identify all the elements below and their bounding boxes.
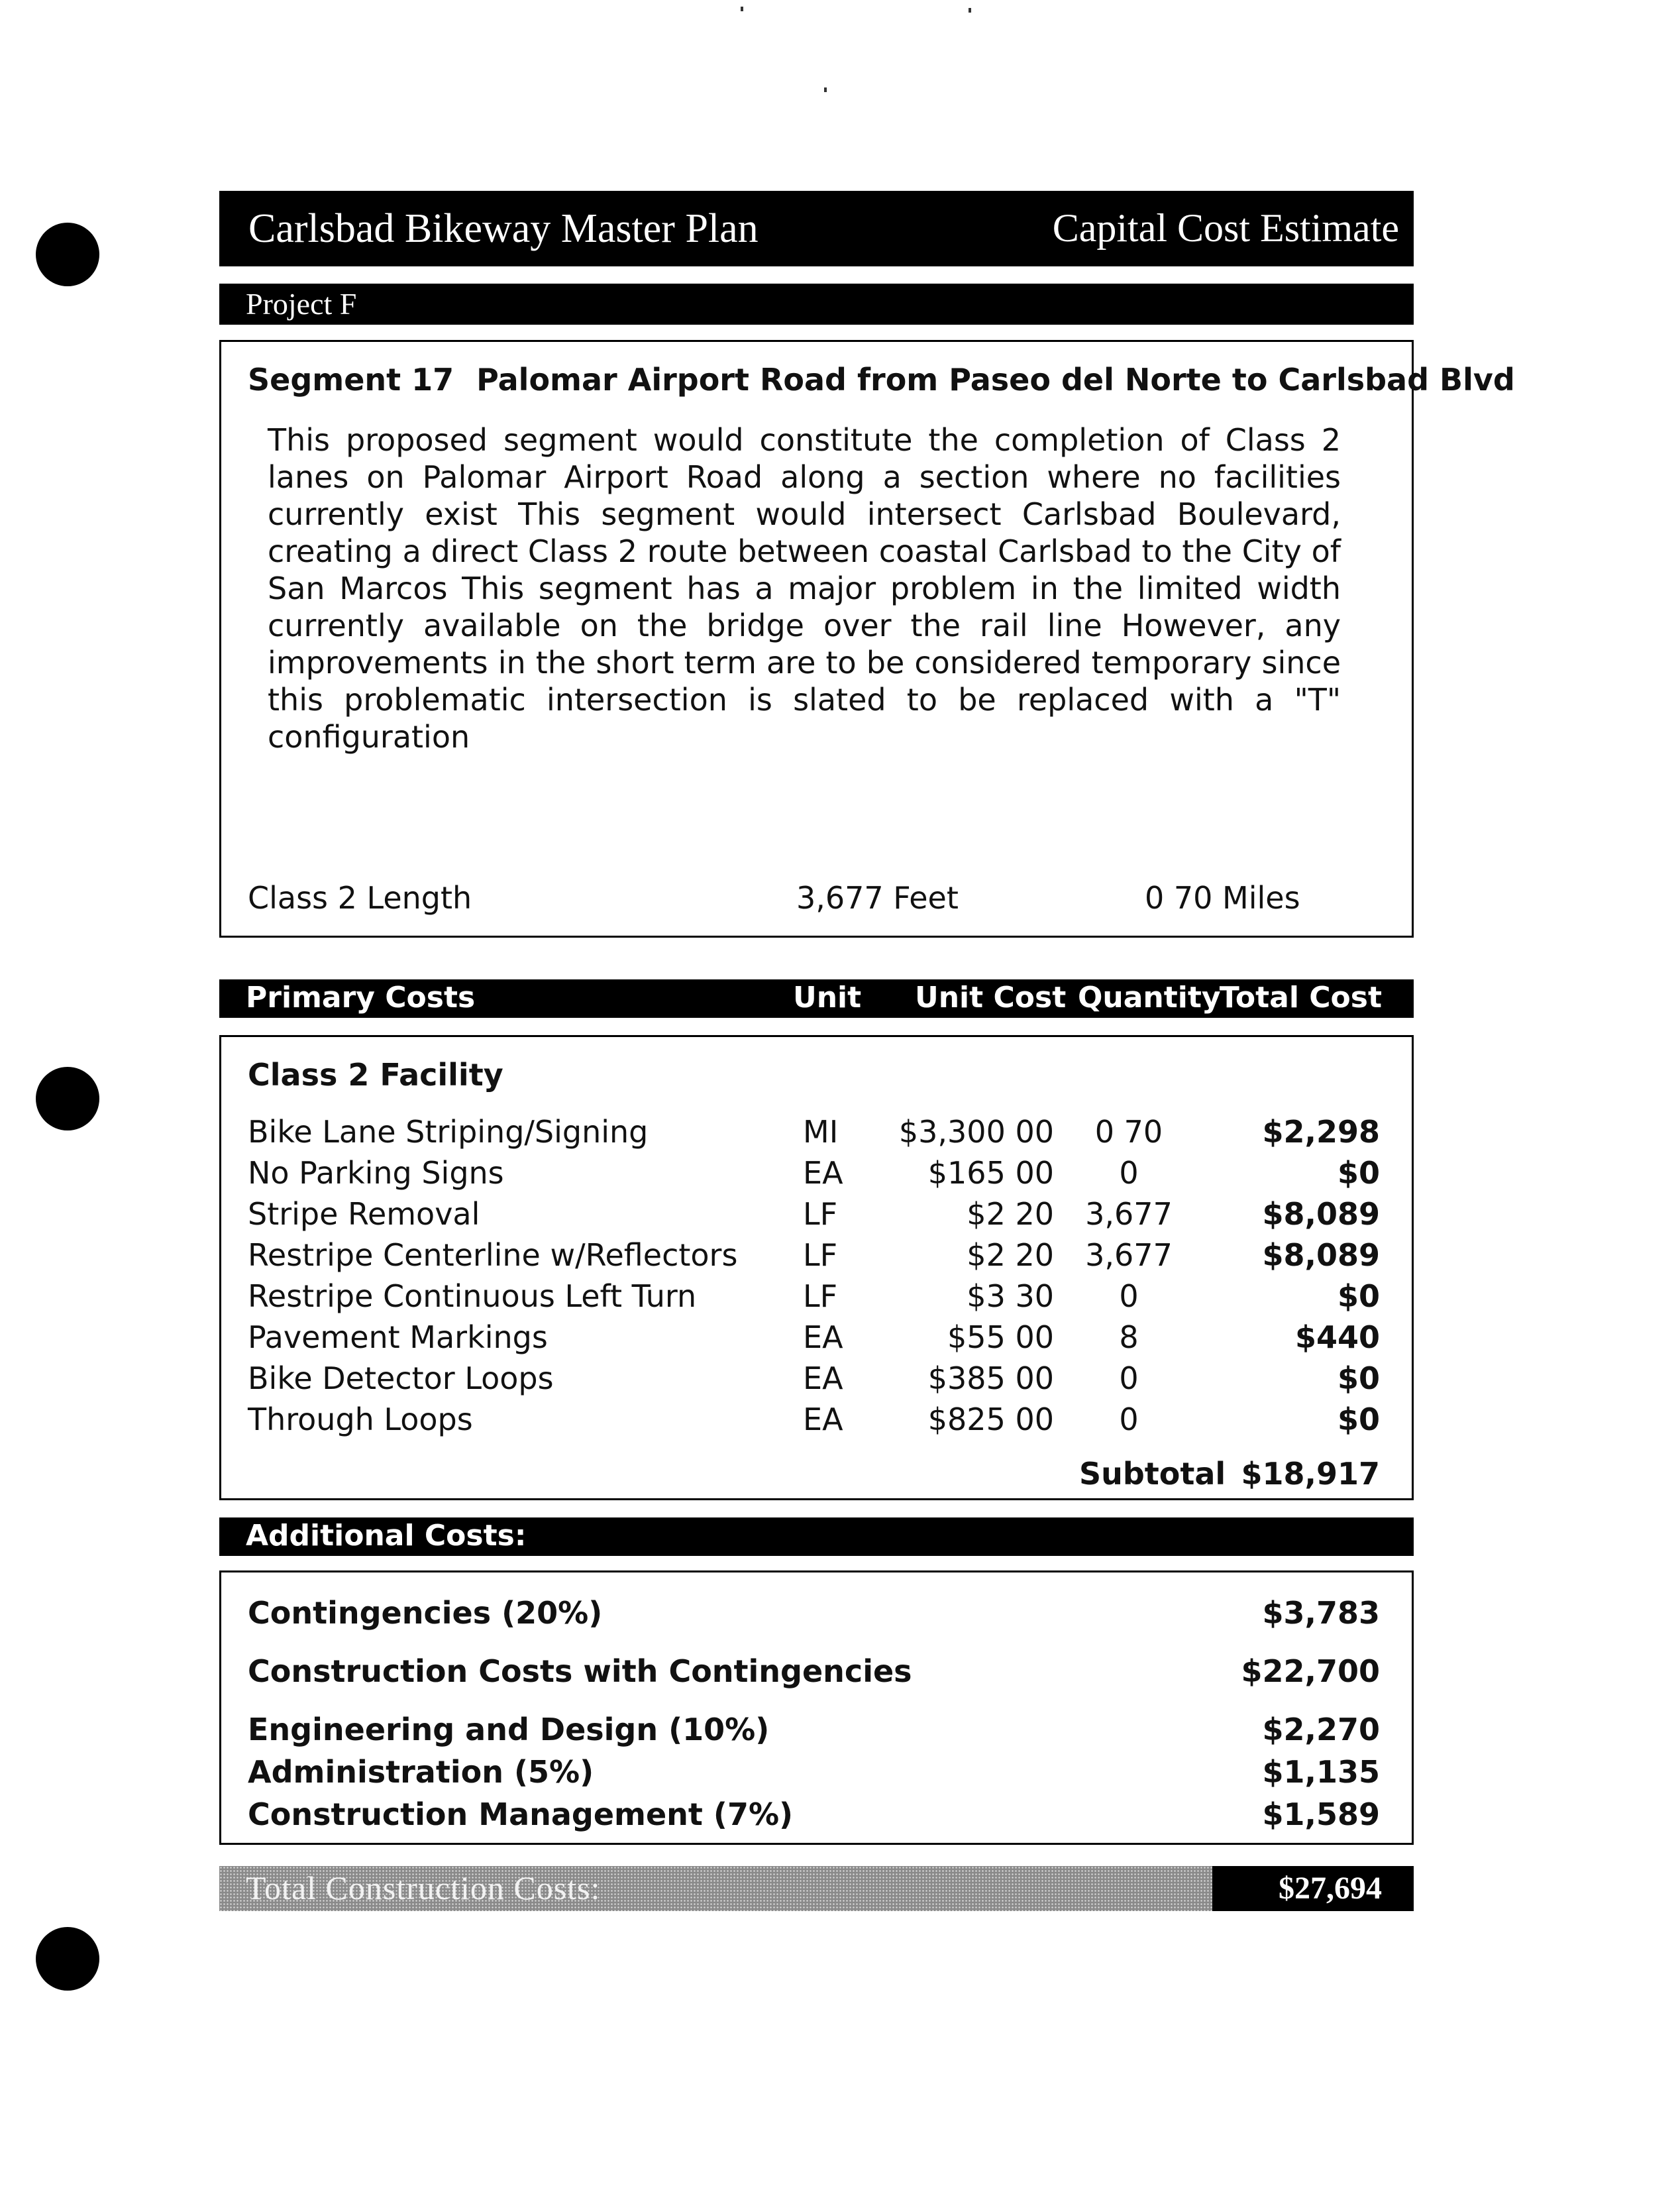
header-quantity: Quantity	[1078, 981, 1221, 1015]
item-name: No Parking Signs	[248, 1155, 504, 1191]
additional-label: Engineering and Design (10%)	[248, 1712, 770, 1747]
document-type: Capital Cost Estimate	[1052, 206, 1399, 250]
subtotal-label: Subtotal	[1079, 1456, 1226, 1492]
item-name: Bike Detector Loops	[248, 1360, 554, 1396]
item-quantity: 8	[1119, 1319, 1139, 1355]
segment-description: This proposed segment would constitute the completion of Class 2 lanes on Palomar Airport Road along a section where no facilities currently exist This segment would intersect Carlsbad Boulevard, creating a direct Class 2 route between coastal Carlsbad to the City of San Marcos This segment has a major problem in the limited width currently available on the bridge over the rail line However, any improvements in the short term are to be considered temporary since this problematic intersection is slated to be replaced with a "T" configuration	[268, 422, 1341, 755]
item-total: $2,298	[1262, 1114, 1380, 1150]
table-row	[221, 1360, 1412, 1402]
item-unit: MI	[803, 1114, 839, 1150]
item-total: $0	[1337, 1278, 1380, 1314]
additional-costs-box	[219, 1570, 1414, 1845]
item-name: Through Loops	[248, 1402, 473, 1437]
item-name: Restripe Continuous Left Turn	[248, 1278, 697, 1314]
item-total: $0	[1337, 1360, 1380, 1396]
segment-number: Segment 17	[248, 362, 454, 398]
length-feet: 3,677 Feet	[796, 880, 959, 916]
additional-costs-title: Additional Costs:	[246, 1519, 527, 1553]
additional-value: $3,783	[1262, 1595, 1380, 1631]
item-unit-cost: $3,300 00	[898, 1114, 1054, 1150]
item-unit: EA	[803, 1402, 843, 1437]
additional-label: Contingencies (20%)	[248, 1595, 603, 1631]
segment-box	[219, 340, 1515, 938]
additional-label: Administration (5%)	[248, 1754, 594, 1790]
item-quantity: 0 70	[1094, 1114, 1163, 1150]
table-row	[221, 1155, 1412, 1196]
length-miles: 0 70 Miles	[1145, 880, 1300, 916]
item-name: Stripe Removal	[248, 1196, 480, 1232]
punch-hole	[36, 223, 99, 286]
additional-label: Construction Management (7%)	[248, 1796, 794, 1832]
item-name: Restripe Centerline w/Reflectors	[248, 1237, 738, 1273]
item-unit: LF	[803, 1237, 838, 1273]
total-construction-costs-bar	[219, 1866, 1414, 1911]
item-quantity: 3,677	[1085, 1196, 1173, 1232]
item-quantity: 0	[1119, 1278, 1139, 1314]
item-unit-cost: $2 20	[967, 1237, 1054, 1273]
item-unit: EA	[803, 1155, 843, 1191]
table-row	[221, 1402, 1412, 1443]
length-label: Class 2 Length	[248, 880, 472, 916]
primary-costs-box	[219, 1035, 1414, 1500]
table-row	[221, 1196, 1412, 1237]
additional-value: $1,135	[1262, 1754, 1380, 1790]
primary-costs-header	[219, 979, 1414, 1018]
item-quantity: 3,677	[1085, 1237, 1173, 1273]
total-value: $27,694	[1279, 1871, 1382, 1906]
scan-speck	[969, 8, 971, 13]
header-primary-costs: Primary Costs	[246, 981, 476, 1015]
segment-name: Palomar Airport Road from Paseo del Norte to Carlsbad Blvd	[476, 362, 1515, 398]
item-total: $440	[1294, 1319, 1380, 1355]
item-unit: EA	[803, 1319, 843, 1355]
punch-hole	[36, 1927, 99, 1991]
table-row	[221, 1319, 1412, 1360]
additional-label: Construction Costs with Contingencies	[248, 1653, 912, 1689]
item-name: Bike Lane Striping/Signing	[248, 1114, 649, 1150]
item-unit: LF	[803, 1278, 838, 1314]
table-row	[221, 1237, 1412, 1278]
document-title: Carlsbad Bikeway Master Plan	[248, 206, 759, 251]
punch-hole	[36, 1067, 99, 1130]
table-row	[221, 1278, 1412, 1319]
subtotal-value: $18,917	[1241, 1456, 1380, 1492]
scan-speck	[824, 87, 827, 92]
item-quantity: 0	[1119, 1360, 1139, 1396]
item-name: Pavement Markings	[248, 1319, 548, 1355]
header-unit-cost: Unit Cost	[915, 981, 1067, 1015]
additional-value: $22,700	[1241, 1653, 1380, 1689]
scan-speck	[741, 7, 743, 11]
item-unit: LF	[803, 1196, 838, 1232]
additional-value: $2,270	[1262, 1712, 1380, 1747]
additional-costs-header	[219, 1517, 1414, 1556]
item-unit-cost: $55 00	[947, 1319, 1054, 1355]
facility-title: Class 2 Facility	[248, 1057, 503, 1093]
item-total: $8,089	[1262, 1237, 1380, 1273]
segment-heading	[248, 362, 1515, 398]
total-value-box	[1212, 1866, 1414, 1911]
header-total-cost: Total Cost	[1219, 981, 1382, 1015]
project-bar	[219, 284, 1414, 325]
item-unit-cost: $2 20	[967, 1196, 1054, 1232]
table-row	[221, 1114, 1412, 1155]
item-unit-cost: $3 30	[967, 1278, 1054, 1314]
project-label: Project F	[246, 287, 357, 321]
title-bar	[219, 191, 1414, 266]
header-unit: Unit	[793, 981, 862, 1015]
additional-value: $1,589	[1262, 1796, 1380, 1832]
item-total: $0	[1337, 1155, 1380, 1191]
item-unit-cost: $825 00	[927, 1402, 1054, 1437]
item-total: $8,089	[1262, 1196, 1380, 1232]
item-unit: EA	[803, 1360, 843, 1396]
item-unit-cost: $385 00	[927, 1360, 1054, 1396]
total-label: Total Construction Costs:	[246, 1869, 601, 1906]
item-quantity: 0	[1119, 1155, 1139, 1191]
item-quantity: 0	[1119, 1402, 1139, 1437]
item-total: $0	[1337, 1402, 1380, 1437]
item-unit-cost: $165 00	[927, 1155, 1054, 1191]
